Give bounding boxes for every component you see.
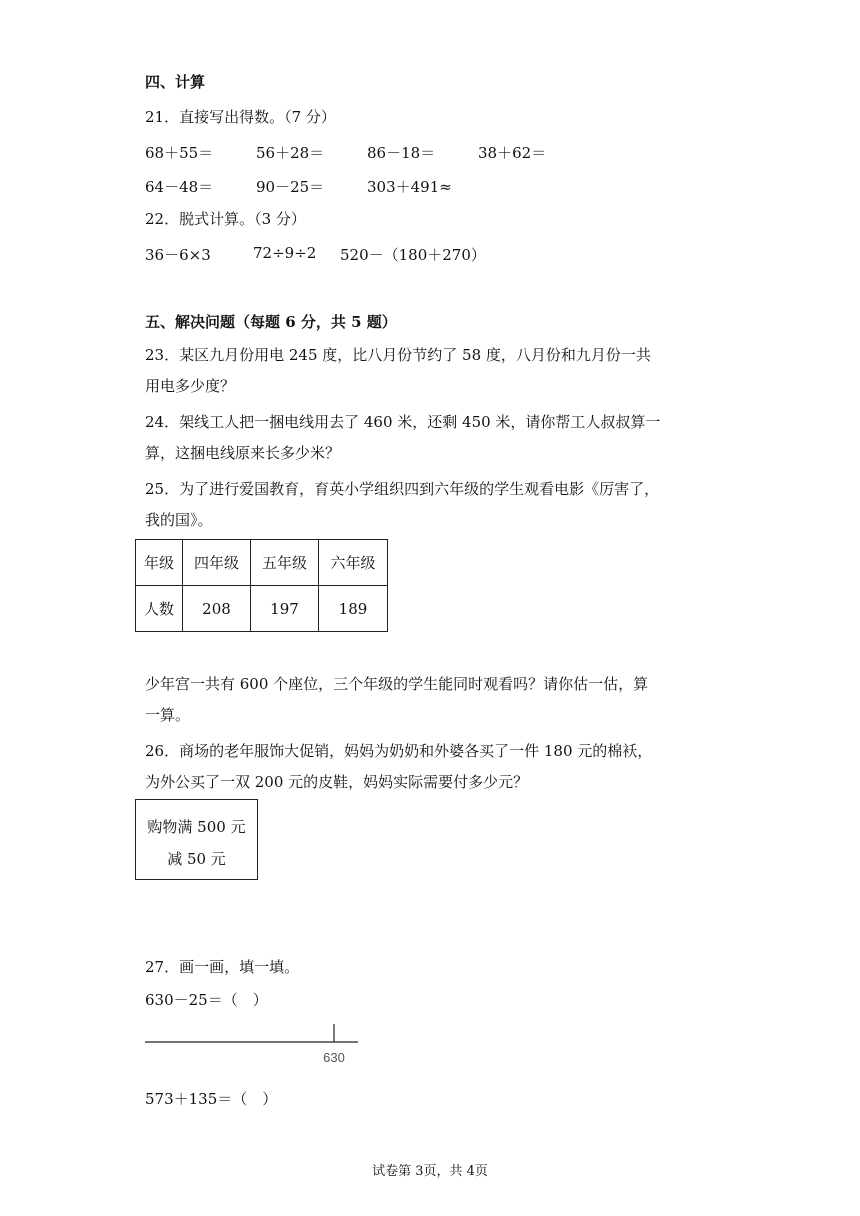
promo-line: 购物满 500 元 xyxy=(147,818,246,836)
q25-line2: 我的国》。 xyxy=(145,511,213,529)
q24-line2: 算，这捆电线原来长多少米？ xyxy=(145,444,341,462)
q23-line1: 23．某区九月份用电 245 度，比八月份节约了 58 度，八月份和九月份一共 xyxy=(145,346,651,364)
q26-line2: 为外公买了一双 200 元的皮鞋，妈妈实际需要付多少元？ xyxy=(145,773,529,791)
q25-after-line1: 少年宫一共有 600 个座位，三个年级的学生能同时观看吗？请你估一估，算 xyxy=(145,675,649,693)
promo-box xyxy=(135,799,258,880)
number-line xyxy=(145,1018,365,1068)
q27-eq1: 630－25＝（ ） xyxy=(145,991,268,1009)
q24-line1: 24．架线工人把一捆电线用去了 460 米，还剩 450 米，请你帮工人叔叔算一 xyxy=(145,413,661,431)
table-cell: 四年级 xyxy=(183,540,251,586)
q26-line1: 26．商场的老年服饰大促销，妈妈为奶奶和外婆各买了一件 180 元的棉袄， xyxy=(145,742,653,760)
table-cell: 189 xyxy=(319,586,388,632)
calc-item: 56＋28＝ xyxy=(256,144,325,162)
table-cell: 人数 xyxy=(136,586,183,632)
q21-text: 21．直接写出得数。（7 分） xyxy=(145,108,336,126)
section5-title: 五、解决问题（每题 6 分，共 5 题） xyxy=(145,313,397,331)
grade-table xyxy=(135,539,388,632)
table-cell: 六年级 xyxy=(319,540,388,586)
calc-item: 90－25＝ xyxy=(256,178,325,196)
q27-eq2: 573＋135＝（ ） xyxy=(145,1090,278,1108)
calc-item: 72÷9÷2 xyxy=(253,244,317,262)
table-cell: 五年级 xyxy=(251,540,319,586)
q27-text: 27．画一画，填一填。 xyxy=(145,958,300,976)
page-footer: 试卷第 3页，共 4页 xyxy=(372,1164,488,1179)
q22-text: 22．脱式计算。（3 分） xyxy=(145,210,306,228)
table-cell: 年级 xyxy=(136,540,183,586)
q25-after-line2: 一算。 xyxy=(145,706,191,724)
calc-item: 86－18＝ xyxy=(367,144,436,162)
calc-item: 520－（180＋270） xyxy=(340,246,486,264)
table-row xyxy=(136,586,388,632)
table-cell: 208 xyxy=(183,586,251,632)
table-row xyxy=(136,540,388,586)
calc-item: 38＋62＝ xyxy=(478,144,547,162)
calc-item: 64－48＝ xyxy=(145,178,214,196)
q23-line2: 用电多少度？ xyxy=(145,377,236,395)
calc-item: 36－6×3 xyxy=(145,246,211,264)
section4-title: 四、计算 xyxy=(145,73,206,91)
calc-item: 303＋491≈ xyxy=(367,178,452,196)
q25-line1: 25．为了进行爱国教育，育英小学组织四到六年级的学生观看电影《厉害了， xyxy=(145,480,660,498)
tick-label: 630 xyxy=(323,1050,345,1065)
table-cell: 197 xyxy=(251,586,319,632)
promo-line: 减 50 元 xyxy=(167,850,226,868)
calc-item: 68＋55＝ xyxy=(145,144,214,162)
